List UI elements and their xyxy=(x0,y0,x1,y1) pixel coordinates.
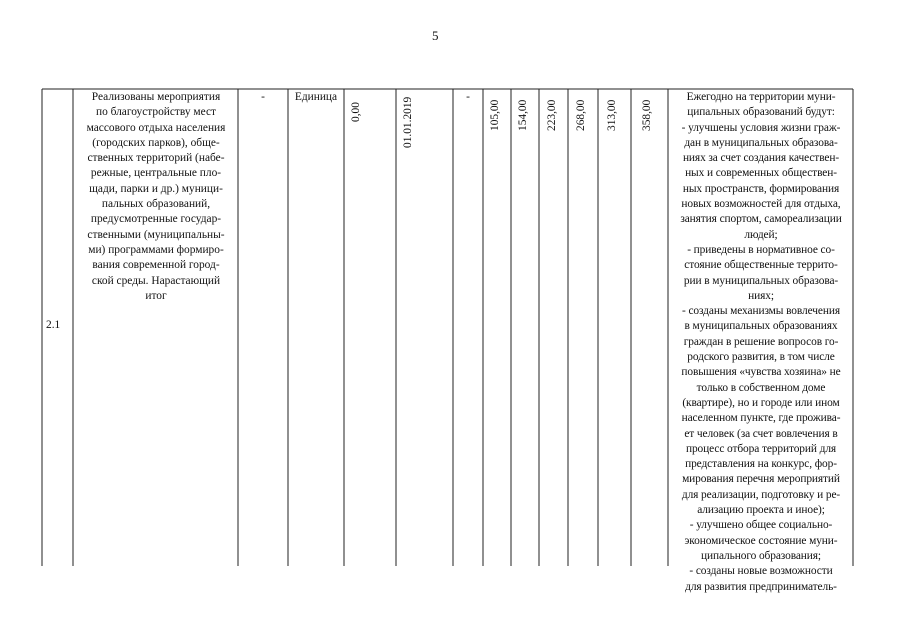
effect-line: ниях; xyxy=(748,289,774,302)
effect-line: повышения «чувства хозяина» не xyxy=(681,366,841,379)
effect-line: - улучшено общее социально- xyxy=(689,519,833,532)
indicator-name-line: щади, парки и др.) муници- xyxy=(89,182,223,195)
year-value: 313,00 xyxy=(606,99,618,131)
effect-line: только в собственном доме xyxy=(696,381,826,394)
year-value: 223,00 xyxy=(546,99,558,131)
dash-cell-2: - xyxy=(466,91,470,103)
expected-effect xyxy=(669,90,853,595)
indicator-name-line: предусмотренные государ- xyxy=(90,213,222,226)
row-number: 2.1 xyxy=(46,319,61,331)
unit-cell: Единица xyxy=(294,91,338,103)
year-value: 105,00 xyxy=(489,99,501,131)
indicator-name xyxy=(74,90,238,304)
effect-line: (квартире), но и городе или ином xyxy=(682,396,840,409)
effect-line: стояние общественные террито- xyxy=(684,259,838,272)
effect-line: - созданы новые возможности xyxy=(689,565,833,578)
indicator-name-line: (городских парков), обще- xyxy=(92,136,220,149)
year-value: 268,00 xyxy=(575,99,587,131)
base-value: 0,00 xyxy=(350,102,362,122)
indicator-name-line: массового отдыха населения xyxy=(86,121,226,134)
effect-line: ных и современных обществен- xyxy=(685,167,837,180)
indicator-name-line: итог xyxy=(145,289,167,302)
effect-line: населенном пункте, где прожива- xyxy=(681,412,841,425)
base-date: 01.01.2019 xyxy=(402,96,414,148)
effect-line: дан в муниципальных образова- xyxy=(684,136,838,149)
effect-line: ципального образования; xyxy=(701,549,821,562)
indicator-name-line: вания современной город- xyxy=(92,259,220,272)
effect-line: в муниципальных образованиях xyxy=(684,320,838,333)
effect-line: ет человек (за счет вовлечения в xyxy=(684,427,838,440)
effect-line: людей; xyxy=(744,228,778,241)
year-value: 154,00 xyxy=(517,99,529,131)
indicator-name-line: ственных территорий (набе- xyxy=(87,152,225,165)
effect-line: для реализации, подготовку и ре- xyxy=(681,488,841,501)
indicator-name-line: по благоустройству мест xyxy=(95,106,217,119)
indicator-name-line: ской среды. Нарастающий xyxy=(91,274,221,287)
effect-line: мирования перечня мероприятий xyxy=(682,473,840,486)
effect-line: ных пространств, формирования xyxy=(682,182,840,195)
effect-line: для развития предприниматель- xyxy=(685,580,837,593)
indicator-name-line: Реализованы мероприятия xyxy=(91,91,221,103)
effect-line: процесс отбора территорий для xyxy=(685,442,837,455)
dash-cell: - xyxy=(261,91,265,103)
effect-line: Ежегодно на территории муни- xyxy=(686,91,836,103)
effect-line: - приведены в нормативное со- xyxy=(687,243,835,256)
effect-line: - созданы механизмы вовлечения xyxy=(682,305,840,318)
effect-line: родского развития, в том числе xyxy=(687,351,835,364)
effect-line: рии в муниципальных образова- xyxy=(683,274,839,287)
effect-line: - улучшены условия жизни граж- xyxy=(681,121,841,134)
indicator-name-line: ми) программами формиро- xyxy=(88,243,224,256)
effect-line: экономическое состояние муни- xyxy=(684,534,838,547)
effect-line: занятия спортом, самореализации xyxy=(680,213,842,226)
effect-line: ализацию проекта и иное); xyxy=(697,504,825,517)
effect-line: ципальных образований будут: xyxy=(687,106,835,119)
effect-line: граждан в решение вопросов го- xyxy=(683,335,839,348)
effect-line: новых возможностей для отдыха, xyxy=(681,198,841,211)
indicator-name-line: режные, центральные пло- xyxy=(90,167,222,180)
indicator-name-line: пальных образований, xyxy=(101,198,211,211)
year-value: 358,00 xyxy=(641,99,653,131)
effect-line: представления на конкурс, фор- xyxy=(685,458,837,471)
effect-line: ниях за счет создания качествен- xyxy=(682,152,840,165)
indicator-name-line: ственными (муниципальны- xyxy=(87,228,225,241)
page-number: 5 xyxy=(432,28,439,43)
